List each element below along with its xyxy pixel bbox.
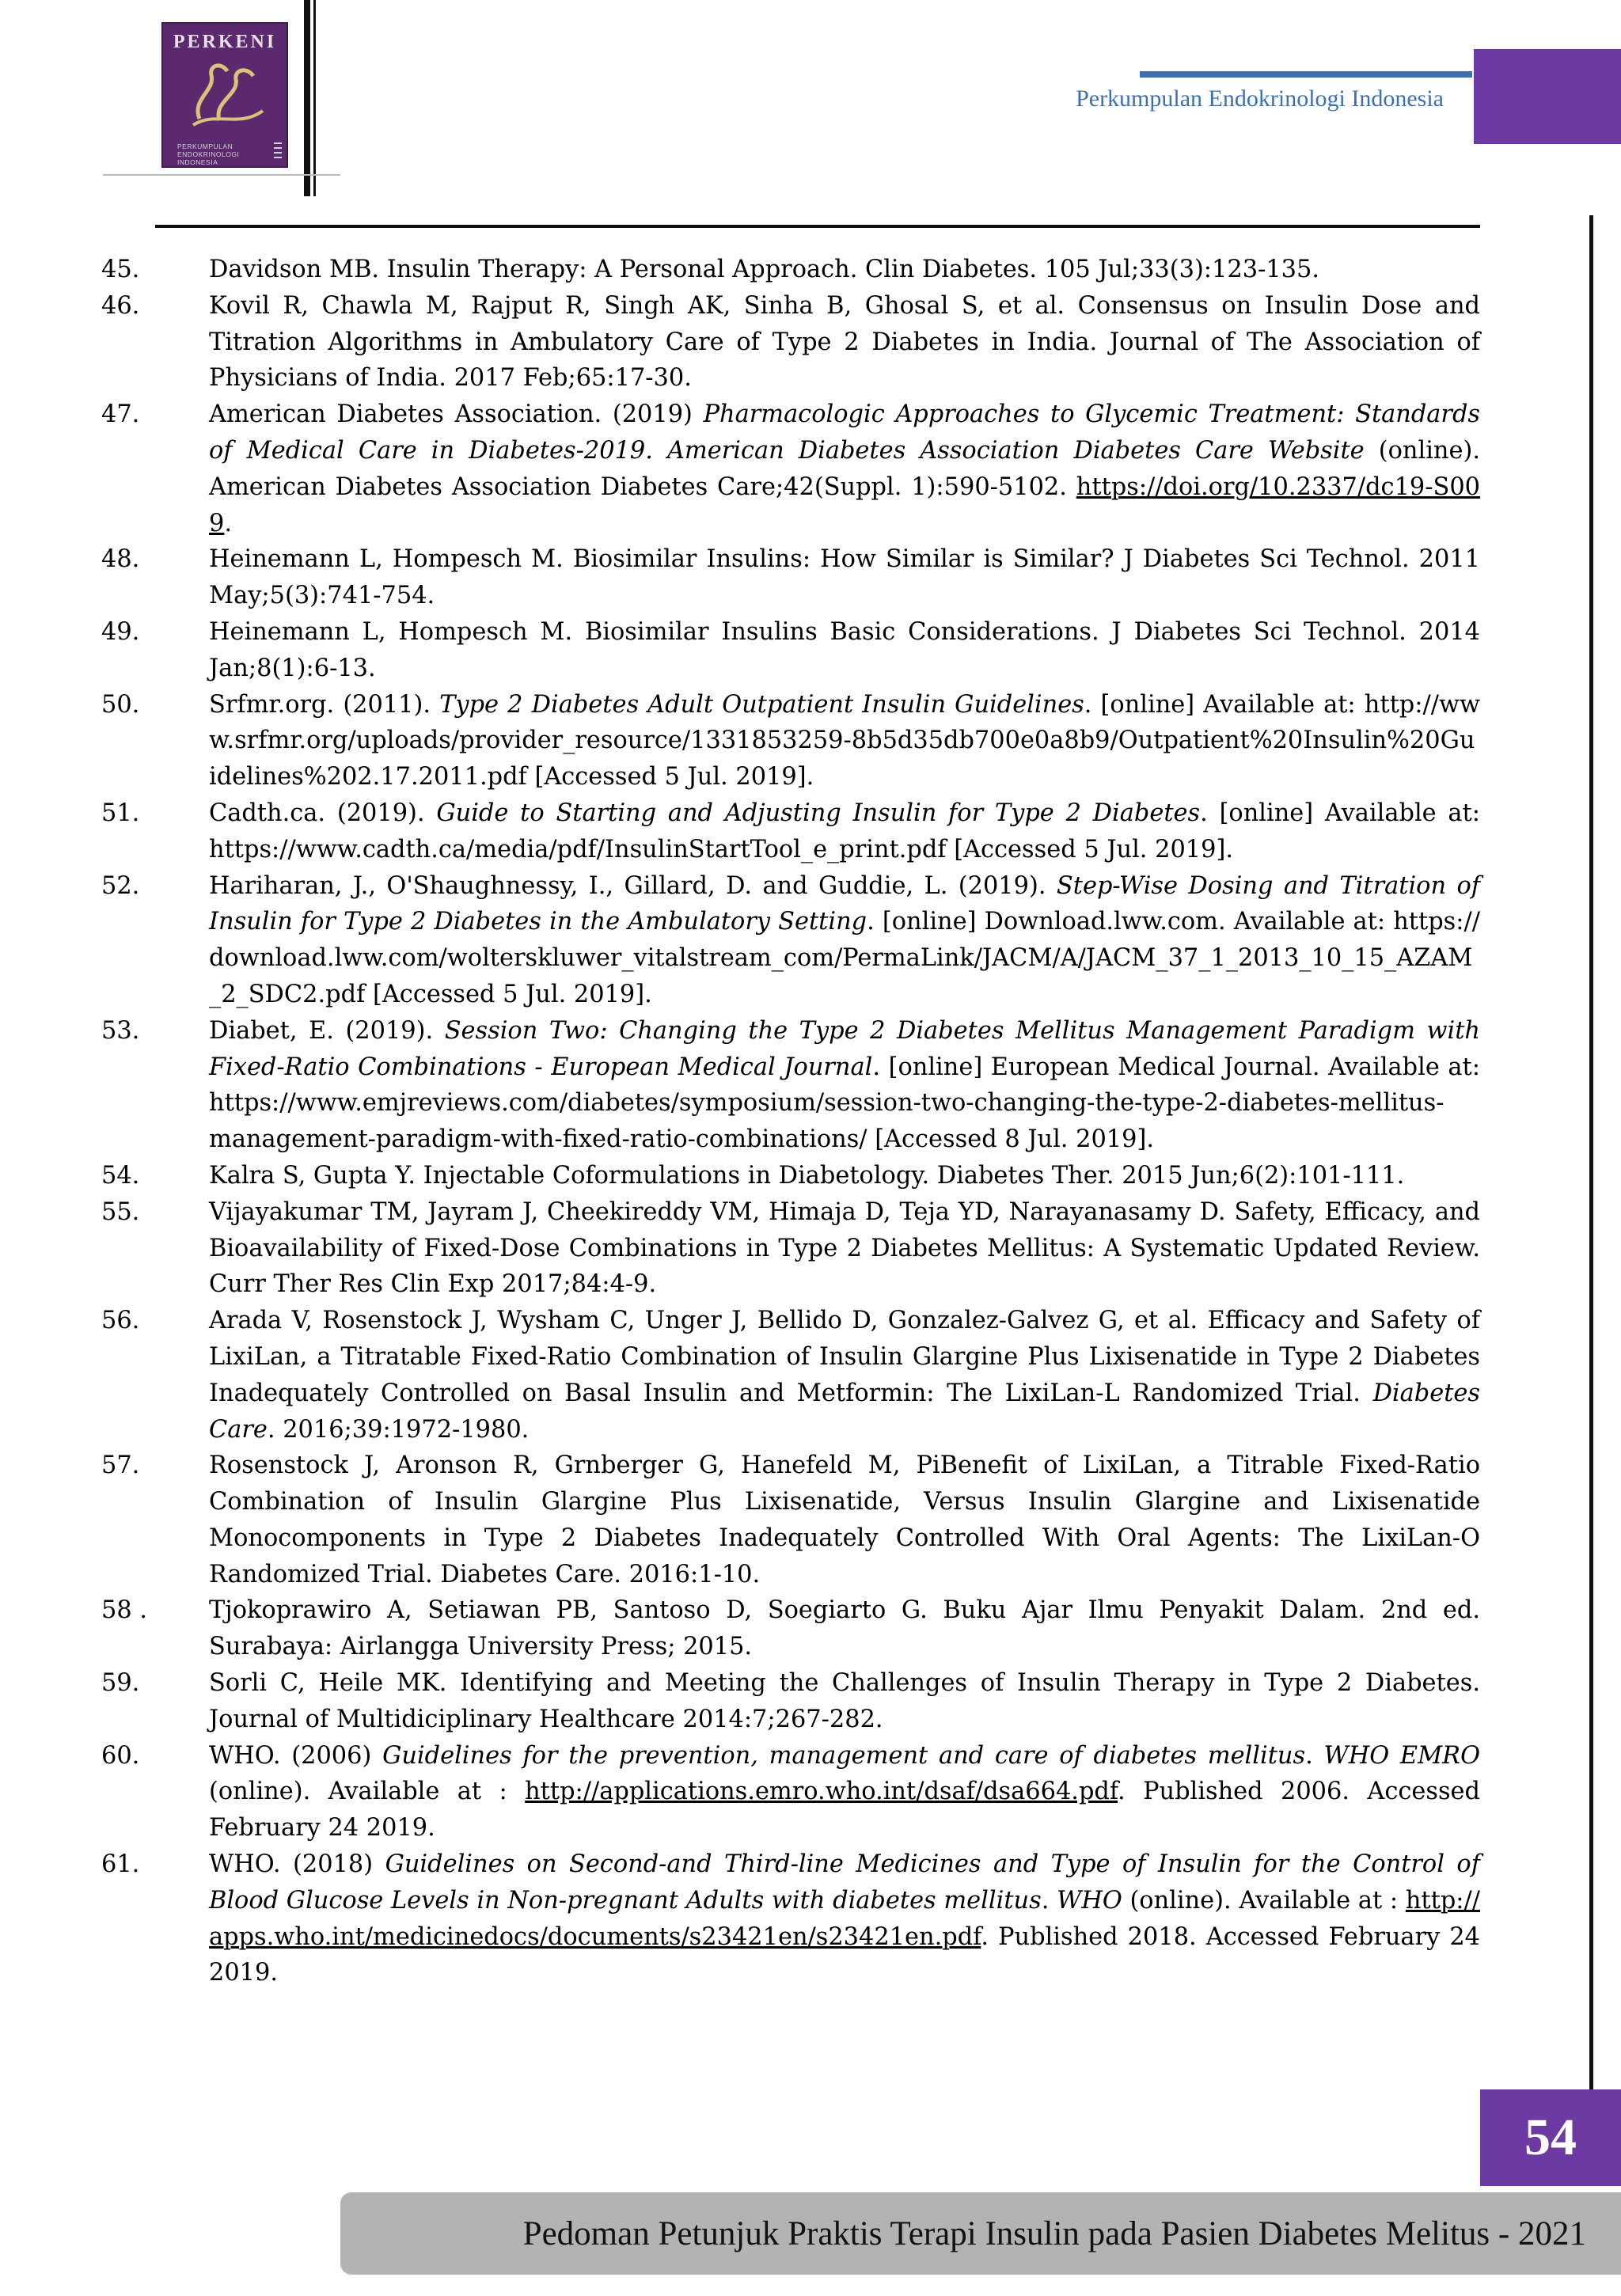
reference-title: Guidelines on Second-and Third-line Medicines and Type of Insulin for the Control of Blood Glucose Levels in Non-pregnant Adults with diabetes mellitus [209,1850,1480,1915]
reference-title: Guidelines for the prevention, management and care of diabetes mellitus [382,1741,1306,1770]
reference-text: http://www.srfmr.org/uploads/provider_resource/1331853259-8b5d35db700e0a8b9/Outpatient%20Insulin%20Guidelines%202.17.2011.pdf [209,690,1480,791]
reference-text: (online). American Diabetes Association Diabetes Care;42(Suppl. 1):590-5102. [209,436,1480,501]
footer-bar [340,2192,1621,2275]
reference-text: Srfmr.org. (2011). [209,690,440,719]
reference-item: 50. Srfmr.org. (2011). Type 2 Diabetes Adult Outpatient Insulin Guidelines. [online] Available at: http://www.srfmr.org/uploads/provider_resource/1331853259-8b5d35db700e0a8b9/Outpatient%20Insulin%20Guidelines%202.17.2011.pdf [Accessed 5 Jul. 2019]. [101,690,1480,791]
reference-title: Type 2 Diabetes Adult Outpatient Insulin Guidelines [439,690,1084,719]
reference-title: WHO EMRO [1323,1741,1480,1770]
reference-item: 59. Sorli C, Heile MK. Identifying and Meeting the Challenges of Insulin Therapy in Type 2 Diabetes. Journal of Multidiciplinary Healthcare 2014:7;267-282. [101,1669,1480,1733]
reference-item: 56. Arada V, Rosenstock J, Wysham C, Unger J, Bellido D, Gonzalez-Galvez G, et al. Efficacy and Safety of LixiLan, a Titratable Fixed-Ratio Combination of Insulin Glargine Plus Lixisenatide in Type 2 Diabetes Inadequately Controlled on Basal Insulin and Metformin: The LixiLan-L Randomized Trial. Diabetes Care. 2016;39:1972-1980. [101,1307,1480,1444]
logo-subtext: PERKUMPULAN ENDOKRINOLOGI INDONESIA [177,142,240,166]
reference-text: . Published 2018. Accessed February 24 2019. [209,1922,1480,1987]
reference-item: 61. WHO. (2018) Guidelines on Second-and Third-line Medicines and Type of Insulin for the Control of Blood Glucose Levels in Non-pregnant Adults with diabetes mellitus. WHO (online). Available at : http://apps.who.int/medicinedocs/documents/s23421en/s23421en.pdf. Published 2018. Accessed February 24 2019. [101,1850,1480,1987]
reference-text: Diabet, E. (2019). [209,1016,445,1045]
reference-text: Heinemann L, Hompesch M. Biosimilar Insulins: How Similar is Similar? J Diabetes Sci Technol. 2011 May;5(3):741-754. [209,545,1480,610]
reference-text: . [online] European Medical Journal. Available at: https://www.emjreviews.com/diabetes/symposium/session-two-changing-the-type-2-diabetes-mellitus-management-paradigm-with-fixed-ratio-combinations/ [Accessed 8 Jul. 2019]. [209,1053,1480,1154]
reference-link[interactable]: http://apps.who.int/medicinedocs/documents/s23421en/s23421en.pdf [209,1886,1480,1951]
header-blue-band [1140,71,1472,78]
reference-text: Rosenstock J, Aronson R, Grnberger G, Hanefeld M, PiBenefit of LixiLan, a Titrable Fixed-Ratio Combination of Insulin Glargine Plus Lixisenatide, Versus Insulin Glargine and Lixisenatide Monocomponents in Type 2 Diabetes Inadequately Controlled With Oral Agents: The LixiLan-O Randomized Trial. Diabetes Care. 2016:1-10. [209,1452,1480,1588]
logo-wordmark: PERKENI [173,32,277,52]
reference-text: Hariharan, J., O'Shaughnessy, I., Gillard, D. and Guddie, L. (2019). [209,871,1057,900]
reference-item: 52. Hariharan, J., O'Shaughnessy, I., Gillard, D. and Guddie, L. (2019). Step-Wise Dosing and Titration of Insulin for Type 2 Diabetes in the Ambulatory Setting. [online] Download.lww.com. Available at: https://download.lww.com/wolterskluwer_vitalstream_com/PermaLink/JACM/A/JACM_37_1_2013_10_15_AZAM_2_SDC2.pdf [Accessed 5 Jul. 2019]. [101,871,1480,1008]
reference-item: 58 . Tjokoprawiro A, Setiawan PB, Santoso D, Soegiarto G. Buku Ajar Ilmu Penyakit Dalam. 2nd ed. Surabaya: Airlangga University Press; 2015. [101,1596,1480,1661]
reference-item: 51. Cadth.ca. (2019). Guide to Starting and Adjusting Insulin for Type 2 Diabetes. [online] Available at: https://www.cadth.ca/media/pdf/InsulinStartTool_e_print.pdf [Accessed 5 Jul. 2019]. [101,799,1480,863]
reference-item: 57. Rosenstock J, Aronson R, Grnberger G, Hanefeld M, PiBenefit of LixiLan, a Titrable Fixed-Ratio Combination of Insulin Glargine Plus Lixisenatide, Versus Insulin Glargine and Lixisenatide Monocomponents in Type 2 Diabetes Inadequately Controlled With Oral Agents: The LixiLan-O Randomized Trial. Diabetes Care. 2016:1-10. [101,1452,1480,1588]
reference-text: Kalra S, Gupta Y. Injectable Coformulations in Diabetology. Diabetes Ther. 2015 Jun;6(2):101-111. [209,1161,1405,1190]
reference-list [101,252,1480,1991]
page-number: 54 [1480,2089,1621,2186]
reference-text: Davidson MB. Insulin Therapy: A Personal Approach. Clin Diabetes. 105 Jul;33(3):123-135. [209,256,1319,283]
reference-item: 49. Heinemann L, Hompesch M. Biosimilar Insulins Basic Considerations. J Diabetes Sci Technol. 2014 Jan;8(1):6-13. [101,617,1480,682]
header-purple-block [1474,49,1621,144]
reference-item: 48. Heinemann L, Hompesch M. Biosimilar Insulins: How Similar is Similar? J Diabetes Sci Technol. 2011 May;5(3):741-754. [101,545,1480,610]
reference-title: Session Two: Changing the Type 2 Diabetes Mellitus Management Paradigm with Fixed-Ratio Combinations - European Medical Journal [209,1016,1480,1081]
reference-item: 60. WHO. (2006) Guidelines for the prevention, management and care of diabetes mellitus. WHO EMRO (online). Available at : http://applications.emro.who.int/dsaf/dsa664.pdf. Published 2006. Accessed February 24 2019. [101,1741,1480,1842]
reference-text: . [1041,1886,1057,1915]
reference-text: Kovil R, Chawla M, Rajput R, Singh AK, Sinha B, Ghosal S, et al. Consensus on Insulin Dose and Titration Algorithms in Ambulatory Care of Type 2 Diabetes in India. Journal of The Association of Physicians of India. 2017 Feb;65:17-30. [209,291,1480,393]
organization-name: Perkumpulan Endokrinologi Indonesia [1076,85,1444,112]
reference-text: Tjokoprawiro A, Setiawan PB, Santoso D, Soegiarto G. Buku Ajar Ilmu Penyakit Dalam. 2nd ed. Surabaya: Airlangga University Press; 2015. [209,1596,1480,1661]
footer-title: Pedoman Petunjuk Praktis Terapi Insulin pada Pasien Diabetes Melitus - 2021 [522,2214,1586,2252]
reference-text: Sorli C, Heile MK. Identifying and Meeting the Challenges of Insulin Therapy in Type 2 Diabetes. Journal of Multidiciplinary Healthcare 2014:7;267-282. [209,1669,1480,1733]
reference-text: (online). Available at : [1122,1886,1406,1915]
reference-item: 53. Diabet, E. (2019). Session Two: Changing the Type 2 Diabetes Mellitus Management Paradigm with Fixed-Ratio Combinations - European Medical Journal. [online] European Medical Journal. Available at: https://www.emjreviews.com/diabetes/symposium/session-two-changing-the-type-2-diabetes-mellitus-management-paradigm-with-fixed-ratio-combinations/ [Accessed 8 Jul. 2019]. [101,1016,1480,1154]
right-margin-line [1589,215,1593,2170]
reference-item: 54. Kalra S, Gupta Y. Injectable Coformulations in Diabetology. Diabetes Ther. 2015 Jun;6(2):101-111. [101,1161,1405,1190]
reference-text: https://download.lww.com/wolterskluwer_vitalstream_com/PermaLink/JACM/A/JACM_37_1_2013_10_15_AZAM_2_SDC2.pdf [209,908,1480,1008]
reference-text: . [online] Download.lww.com. Available at: [867,908,1394,936]
header-underline [103,174,340,176]
reference-text: (online). Available at : [209,1778,526,1806]
reference-text: WHO. (2006) [209,1741,383,1770]
logo-emblem-icon [184,55,269,135]
reference-item: 55. Vijayakumar TM, Jayram J, Cheekireddy VM, Himaja D, Teja YD, Narayanasamy D. Safety, Efficacy, and Bioavailability of Fixed-Dose Combinations in Type 2 Diabetes Mellitus: A Systematic Updated Review. Curr Ther Res Clin Exp 2017;84:4-9. [101,1197,1480,1299]
reference-item: 47. American Diabetes Association. (2019) Pharmacologic Approaches to Glycemic Treatment: Standards of Medical Care in Diabetes-2019. American Diabetes Association Diabetes Care Website (online). American Diabetes Association Diabetes Care;42(Suppl. 1):590-5102. https://doi.org/10.2337/dc19-S009. [101,400,1480,537]
reference-text: . [1305,1741,1324,1770]
reference-text: Cadth.ca. (2019). [209,799,437,827]
reference-item: 46. Kovil R, Chawla M, Rajput R, Singh AK, Sinha B, Ghosal S, et al. Consensus on Insulin Dose and Titration Algorithms in Ambulatory Care of Type 2 Diabetes in India. Journal of The Association of Physicians of India. 2017 Feb;65:17-30. [101,291,1480,393]
reference-text: WHO. (2018) [209,1850,385,1879]
reference-title: Pharmacologic Approaches to Glycemic Treatment: Standards of Medical Care in Diabetes-2019. American Diabetes Association Diabetes Care Website [209,400,1480,465]
header-divider-thin [313,0,316,196]
perkeni-logo [161,22,288,168]
reference-text: Heinemann L, Hompesch M. Biosimilar Insulins Basic Considerations. J Diabetes Sci Technol. 2014 Jan;8(1):6-13. [209,617,1480,682]
reference-link[interactable]: http://applications.emro.who.int/dsaf/dsa664.pdf [525,1778,1118,1806]
reference-item: 45. Davidson MB. Insulin Therapy: A Personal Approach. Clin Diabetes. 105 Jul;33(3):123-135. [101,256,1319,283]
header-divider-thick [304,0,310,196]
logo-lines [274,142,282,161]
reference-title: Step-Wise Dosing and Titration of Insulin for Type 2 Diabetes in the Ambulatory Setting [209,871,1480,936]
reference-text: American Diabetes Association. (2019) [209,400,704,429]
reference-text: . [224,509,233,537]
reference-text: Arada V, Rosenstock J, Wysham C, Unger J, Bellido D, Gonzalez-Galvez G, et al. Efficacy and Safety of LixiLan, a Titratable Fixed-Ratio Combination of Insulin Glargine Plus Lixisenatide in Type 2 Diabetes Inadequately Controlled on Basal Insulin and Metformin: The LixiLan-L Randomized Trial. [209,1307,1480,1407]
reference-link[interactable]: https://doi.org/10.2337/dc19-S009 [209,472,1480,537]
reference-text: . 2016;39:1972-1980. [267,1415,530,1444]
reference-text: . [online] Available at: [1084,690,1365,719]
reference-title: Guide to Starting and Adjusting Insulin for Type 2 Diabetes [436,799,1201,827]
reference-text: . Published 2006. Accessed February 24 2019. [209,1778,1480,1842]
header-rule [155,225,1480,228]
reference-text: Vijayakumar TM, Jayram J, Cheekireddy VM, Himaja D, Teja YD, Narayanasamy D. Safety, Efficacy, and Bioavailability of Fixed-Dose Combinations in Type 2 Diabetes Mellitus: A Systematic Updated Review. Curr Ther Res Clin Exp 2017;84:4-9. [209,1197,1480,1299]
reference-title: Diabetes Care [209,1379,1480,1444]
reference-text: . [online] Available at: https://www.cadth.ca/media/pdf/InsulinStartTool_e_print.pdf [Accessed 5 Jul. 2019]. [209,799,1480,863]
reference-text: [Accessed 5 Jul. 2019]. [526,763,814,791]
reference-text: [Accessed 5 Jul. 2019]. [365,980,652,1008]
reference-title: WHO [1057,1886,1122,1915]
